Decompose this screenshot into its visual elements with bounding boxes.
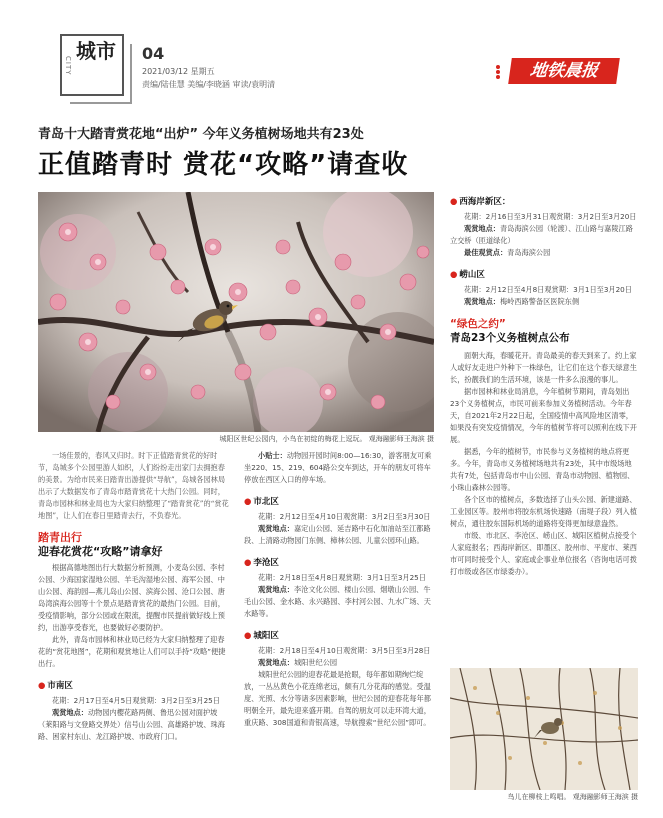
tip-paragraph xyxy=(244,450,434,486)
viewing-spots xyxy=(38,707,230,743)
main-photo xyxy=(38,192,434,432)
body-paragraph: 市级、市北区、李沧区、崂山区、城阳区植树点接受个人家庭报名；西海岸新区、即墨区、胶州市、平度市、莱西市可同时接受个人、家庭或企事业单位报名（咨询电话可拨打市级或各区市绿委办）。 xyxy=(450,531,637,576)
bullet-dot-icon: ● xyxy=(244,497,252,507)
flowering-period: 花期：2月18日至4月10日观赏期：3月5日至3月28日 xyxy=(258,646,431,655)
district-name: 李沧区 xyxy=(253,558,279,568)
headline-kicker: 青岛十大踏青赏花地“出炉” 今年义务植树场地共有23处 xyxy=(38,127,364,142)
viewing-spots-text: 李沧文化公园、楼山公园、烟墩山公园、牛毛山公园、金水路、永兴路园、李村河公园、九水广场、天水路等。 xyxy=(244,585,431,618)
best-viewing-spot xyxy=(450,247,638,259)
tip-label: 小贴士： xyxy=(258,451,287,460)
flowering-period: 花期：2月16日至3月31日观赏期：3月2日至3月20日 xyxy=(464,212,637,221)
viewing-spots-text: 青岛海滨公园（轮渡）、江山路与嘉陵江路立交桥（匝道绿化） xyxy=(450,224,633,245)
subsection-quote-heading: “绿色之约” xyxy=(450,318,506,330)
viewing-spots-text: 城阳世纪公园 xyxy=(293,658,338,667)
flowering-period: 花期：2月12日至4月8日观赏期：3月1日至3月20日 xyxy=(464,285,632,294)
flowering-period: 花期：2月17日至4月5日观赏期：3月2日至3月25日 xyxy=(52,696,220,705)
district-heading xyxy=(244,557,434,569)
flowering-period: 花期：2月18日至4月8日观赏期：3月1日至3月25日 xyxy=(258,573,426,582)
headline-title: 正值踏青时 赏花“攻略”请查收 xyxy=(38,150,409,180)
body-paragraph: 此外，青岛市园林和林业局已经为大家归纳整理了迎春花的“赏花地图”，花期和观赏地让人们可以手持“攻略”便捷出行。 xyxy=(38,635,226,668)
viewing-spots-text: 嘉定山公园、延吉路中石化加油站至江都路段、上清路动物园门东侧、樟林公园、儿童公园环山路。 xyxy=(244,524,431,545)
bullet-dot-icon: ● xyxy=(244,631,252,641)
viewing-spots-text: 动物园内樱花路两侧、鲁迅公园对面护坡（莱阳路与文登路交界处）信号山公园、高雄路护坡、珠海路、困家村东山、龙江路护坡、市政府门口。 xyxy=(38,708,225,741)
viewing-spots-text: 梅岭西路警备区医院东侧 xyxy=(499,297,580,306)
district-heading xyxy=(450,196,638,208)
tip-text: 动物园开园时间8:00—16:30，游客朋友可乘坐220、15、219、604路公交车到达，开车的朋友可将车停放在西区入口的停车场。 xyxy=(244,451,432,484)
secondary-photo xyxy=(450,668,638,790)
district-heading xyxy=(244,630,434,642)
district-name: 崂山区 xyxy=(459,270,485,280)
district-name: 市北区 xyxy=(253,497,279,507)
district-heading xyxy=(38,680,230,692)
viewing-spots-label: 观赏地点： xyxy=(52,708,88,717)
viewing-spots-label: 观赏地点： xyxy=(258,658,294,667)
body-paragraph: 各个区市的植树点，多数选择了山头公园、新建道路、工业园区等。胶州市将胶东机场快速路（南堤子段）列入植树点，通往胶东国际机场的道路将变得更加绿意盎然。 xyxy=(450,495,637,528)
district-heading xyxy=(450,269,638,281)
secondary-photo-caption: 鸟儿在柳枝上鸣唱。 观海融影师王海滨 摄 xyxy=(507,793,638,801)
section-name-en: CITY xyxy=(64,56,72,76)
lead-paragraph: 一场佳景的，春风又归时。时下正值踏青赏花的好时节，岛城多个公园里游人如织，人们纷纷走出家门去拥抱春的美景。为给市民来日踏青出游提供“导航”，岛城各园林局出示了大数据发布了青岛市踏青赏花十大热门公园。同时，青岛市园林和林业局也为大家归纳整理了“踏青赏花”的“赏花地图”，让人们在春日里踏青去行，不负春光。 xyxy=(38,451,229,520)
viewing-spots-label: 观赏地点： xyxy=(258,585,294,594)
body-paragraph: 据市园林和林业局消息，今年植树节期间，青岛划出23个义务植树点，市民可前来参加义务植树活动。今年春天，自2021年2月22日起，全国疫情中高风险地区清零，如果没有突发疫情情况，今年的植树节将可以照利在线下开展。 xyxy=(450,387,637,444)
page-number: 04 xyxy=(142,44,165,63)
bullet-dot-icon: ● xyxy=(244,558,252,568)
flowering-period: 花期：2月12日至4月10日观赏期：3月2日至3月30日 xyxy=(258,512,431,521)
logo-dots-icon xyxy=(492,64,506,80)
logo-text: 地铁晨报 xyxy=(508,58,620,84)
bullet-dot-icon: ● xyxy=(38,681,46,691)
district-note: 城阳世纪公园的迎春花最是抢眼，每年都如期绚烂绽放，一丛丛黄色小花连绵老远，颇有几分花海的感觉。受温度、光照、水分等诸多因素影响，世纪公园的迎春花每年都明朝全开，最先迎来盛开期。自驾的朋友可以走环湾大道，重庆路、308国道和青银高速，导航搜索“世纪公园”即可。 xyxy=(244,670,431,727)
main-photo-caption: 城阳区世纪公园内，小鸟在初绽的梅花上逗玩。 观海融影师王海滨 摄 xyxy=(219,435,434,443)
best-spot-label: 最佳观赏点： xyxy=(464,248,508,257)
section-name: 城市 xyxy=(76,39,116,63)
body-paragraph: 面朝大海，春暖花开。青岛最美的春天到来了。约上家人或好友走进户外种下一株绿色，让它们在这个春天绿意生长，扮靓我们的生活环境，该是一件多么浪漫的事儿。 xyxy=(450,351,637,384)
article-column-1 xyxy=(38,450,230,743)
body-paragraph: 据悉，今年的植树节，市民参与义务植树的地点将更多。今年，青岛市义务植树场地共有23处，其中市级场地共有7处，包括青岛市中山公园、青岛市动物园、植物园、小珠山森林公园等。 xyxy=(450,447,635,492)
bullet-dot-icon: ● xyxy=(450,197,458,207)
section-subheading: 迎春花赏花“攻略”请拿好 xyxy=(38,545,163,558)
page-header xyxy=(0,0,663,110)
district-name: 城阳区 xyxy=(253,631,279,641)
district-name: 西海岸新区： xyxy=(459,197,511,207)
viewing-spots xyxy=(244,657,434,669)
editor-credits: 责编/陆佳慧 美编/李晓涵 审读/袁明清 xyxy=(142,80,276,89)
viewing-spots xyxy=(450,223,638,247)
bullet-dot-icon: ● xyxy=(450,270,458,280)
bird-on-willow-illustration xyxy=(450,668,638,790)
newspaper-logo xyxy=(492,58,620,84)
viewing-spots-label: 观赏地点： xyxy=(464,224,500,233)
viewing-spots xyxy=(244,523,434,547)
plum-blossom-bird-illustration xyxy=(38,192,434,432)
section-heading-red: 踏青出行 xyxy=(38,531,82,544)
section-badge xyxy=(60,34,132,104)
viewing-spots xyxy=(450,296,638,308)
viewing-spots-label: 观赏地点： xyxy=(258,524,294,533)
body-paragraph: 根据高德地图出行大数据分析预测，小麦岛公园、李村公园、少海国家湿地公园、羊毛沟湿地公园、海军公园、中山公园、海韵园—燕儿岛山公园、滨海公园、沧口公园、唐岛湾滨海公园等十个景点是踏青赏花的最热门公园。目前，受疫情影响，部分公园或在限流，提醒市民提前做好线上预约，出游享受春光，也要做好必要防护。 xyxy=(38,563,225,632)
article-column-2 xyxy=(244,450,434,729)
issue-date: 2021/03/12 星期五 xyxy=(142,67,215,76)
district-name: 市南区 xyxy=(47,681,73,691)
article-column-3 xyxy=(450,196,638,578)
district-heading xyxy=(244,496,434,508)
viewing-spots xyxy=(244,584,434,620)
best-spot-text: 青岛海滨公园 xyxy=(507,248,551,257)
subsection-title: 青岛23个义务植树点公布 xyxy=(450,332,570,344)
viewing-spots-label: 观赏地点： xyxy=(464,297,500,306)
